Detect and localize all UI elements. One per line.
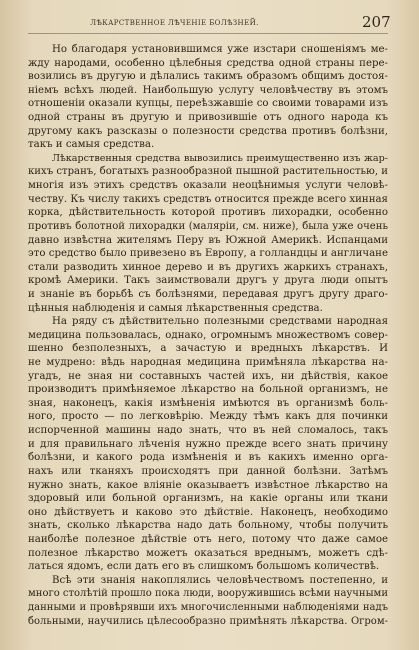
paragraph-2-line-2: кихъ странъ, богатыхъ разнообразной пышной растительностью, и bbox=[28, 166, 388, 178]
paragraph-3-line-13: нужно знать, какое вліяніе оказываетъ извѣстное лѣкарство на bbox=[28, 479, 388, 491]
paragraph-1-line-6: одной страны въ другую и привозившіе отъ одного народа къ bbox=[28, 112, 388, 124]
paragraph-3-line-4: не мудрено: вѣдь народная медицина примѣняла лѣкарства на- bbox=[28, 357, 388, 369]
paragraph-2-line-3: многія изъ этихъ средствъ оказали неоцѣнимыя услуги человѣ- bbox=[28, 180, 388, 192]
paragraph-2-line-5: корка, дѣйствительность которой противъ лихорадки, особенно bbox=[28, 207, 388, 219]
paragraph-3-line-3: шенно безполезныхъ, а зачастую и вредныхъ лѣкарствъ. И bbox=[28, 343, 388, 355]
paragraph-2-line-7: давно извѣстна жителямъ Перу въ Южной Америкѣ. Испанцами bbox=[28, 234, 388, 246]
paragraph-3-line-9: испорченной машины надо знать, что въ ней сломалось, такъ bbox=[28, 425, 388, 437]
paragraph-1-line-5: отношеніи оказали купцы, переѣзжавшіе со своими товарами изъ bbox=[28, 98, 388, 110]
paragraph-1-line-1: Но благодаря установившимся уже изстари сношеніямъ ме- bbox=[52, 44, 388, 55]
paragraph-2-line-8: это средство было привезено въ Европу, а голландцы и англичане bbox=[28, 248, 388, 260]
paragraph-3-line-18: полезное лѣкарство можетъ оказаться вреднымъ, можетъ сдѣ- bbox=[28, 547, 388, 559]
paragraph-4-line-1: Всѣ эти знанія накоплялись человѣчествомъ постепенно, и bbox=[52, 574, 388, 586]
paragraph-3-line-15: оно дѣйствуетъ и каково это дѣйствіе. Наконецъ, необходимо bbox=[28, 506, 388, 518]
paragraph-2-line-10: кромѣ Америки. Такъ заимствовали другъ у друга люди опытъ bbox=[28, 275, 388, 287]
paragraph-3-line-19: латься ядомъ, если дать его въ слишкомъ большомъ количествѣ. bbox=[28, 561, 380, 573]
paragraph-3-line-7: зная, наконецъ, какія измѣненія имѣются въ организмѣ боль- bbox=[28, 397, 388, 409]
paragraph-2-line-11: и знаніе въ борьбѣ съ болѣзнями, передавая другъ другу драго- bbox=[28, 288, 388, 300]
paragraph-1-line-3: возились въ другую и дѣлались такимъ образомъ общимъ достоя- bbox=[28, 71, 388, 83]
paragraph-3-line-10: и для правильнаго лѣченія нужно прежде всего знать причину bbox=[28, 438, 388, 450]
page-header bbox=[0, 14, 419, 32]
paragraph-2-line-4: честву. Къ числу такихъ средствъ относится прежде всего хинная bbox=[28, 193, 388, 205]
body-text bbox=[28, 43, 388, 628]
paragraph-3-line-12: нахъ или тканяхъ происходятъ при данной болѣзни. Затѣмъ bbox=[28, 465, 388, 477]
paragraph-3-line-5: угадъ, не зная ни составныхъ частей ихъ, ни дѣйствія, какое bbox=[28, 370, 388, 382]
paragraph-4-line-4: больными, научились цѣлесообразно примѣнять лѣкарства. Огром- bbox=[28, 615, 388, 627]
header-rule bbox=[28, 33, 388, 34]
paragraph-3-line-16: знать, сколько лѣкарства надо дать больному, чтобы получить bbox=[28, 520, 388, 532]
paragraph-3-line-11: болѣзни, и какого рода измѣненія и въ какихъ именно орга- bbox=[28, 452, 388, 464]
paragraph-3-line-17: наиболѣе полезное дѣйствіе отъ него, потому что даже самое bbox=[28, 533, 388, 545]
page-number: 207 bbox=[362, 13, 391, 31]
paragraph-2-line-1: Лѣкарственныя средства вывозились преимущественно изъ жар- bbox=[52, 152, 388, 164]
paragraph-3-line-8: ного, просто — по легковѣрію. Между тѣмъ какъ для починки bbox=[28, 411, 388, 423]
paragraph-1-line-8: такъ и самыя средства. bbox=[28, 139, 155, 151]
paragraph-4-line-2: много столѣтій прошло пока люди, вооружившись всѣми научными bbox=[28, 588, 388, 600]
paragraph-1-line-2: жду народами, особенно цѣлебныя средства одной страны пере- bbox=[28, 57, 388, 69]
paragraph-2-line-6: противъ болотной лихорадки (маляріи, см. ниже), была уже очень bbox=[28, 220, 388, 232]
paragraph-1-line-4: ніемъ всѣхъ людей. Наибольшую услугу человѣчеству въ этомъ bbox=[28, 84, 388, 96]
paragraph-2-line-9: стали разводить хинное дерево и въ другихъ жаркихъ странахъ, bbox=[28, 261, 388, 273]
running-title: ЛѢКАРСТВЕННОЕ ЛѢЧЕНІЕ БОЛѢЗНЕЙ. bbox=[90, 19, 259, 27]
paragraph-3-line-14: здоровый или больной организмъ, на какіе органы или ткани bbox=[28, 493, 388, 505]
paragraph-2-line-12: цѣнныя наблюденія и самыя лѣкарственныя средства. bbox=[28, 302, 323, 314]
paragraph-4-line-3: данными и провѣрявши ихъ многочисленными наблюденіями надъ bbox=[28, 601, 388, 613]
paragraph-3-line-1: На ряду съ дѣйствительно полезными средствами народная bbox=[52, 316, 388, 328]
paragraph-3-line-2: медицина пользовалась, однако, огромнымъ множествомъ совер- bbox=[28, 329, 388, 341]
paragraph-1-line-7: другому какъ разсказы о полезности средства противъ болѣзни, bbox=[28, 125, 388, 137]
paragraph-3-line-6: производитъ примѣняемое лѣкарство на больной организмъ, не bbox=[28, 384, 388, 396]
